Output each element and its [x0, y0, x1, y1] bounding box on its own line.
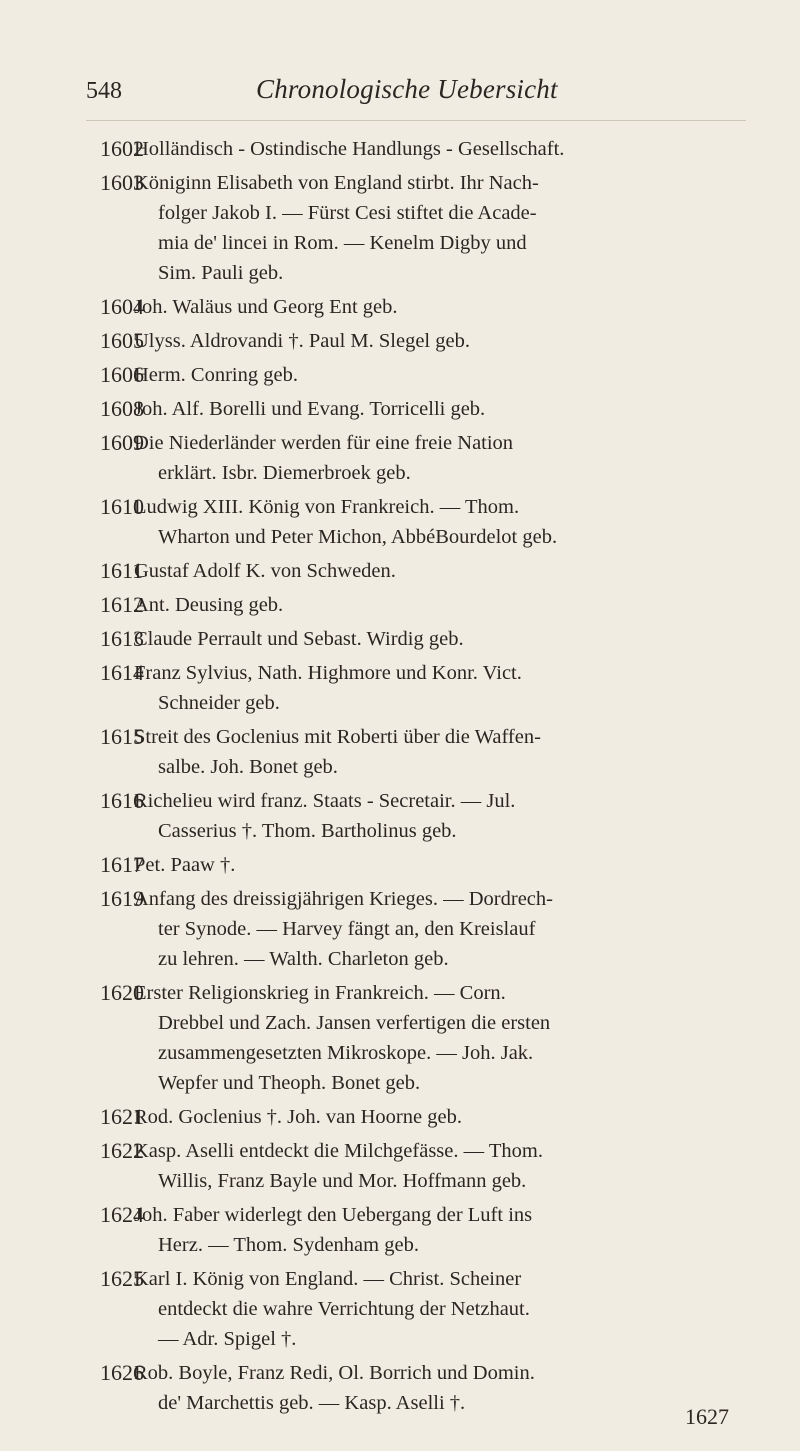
- entry-line: Karl I. König von England. — Christ. Scheiner: [134, 1268, 522, 1290]
- entry-line: Drebbel und Zach. Jansen verfertigen die ersten: [158, 1012, 551, 1034]
- entry-text: [134, 326, 774, 356]
- entry-year: 1620: [100, 980, 144, 1005]
- entry-line: Casserius †. Thom. Bartholinus geb.: [158, 820, 457, 842]
- entry-text: [134, 1358, 774, 1418]
- entry-line: Schneider geb.: [158, 692, 280, 714]
- entry-text: [134, 850, 774, 880]
- entry-year: 1616: [100, 788, 144, 813]
- entry-text: [134, 884, 774, 974]
- entry-line: Joh. Faber widerlegt den Uebergang der Luft ins: [134, 1204, 533, 1226]
- chronology-entry: [0, 1264, 800, 1354]
- entry-line: Pet. Paaw †.: [134, 854, 236, 876]
- entry-line: Königinn Elisabeth von England stirbt. Ihr Nach-: [134, 172, 539, 194]
- entry-line: entdeckt die wahre Verrichtung der Netzhaut.: [158, 1298, 530, 1320]
- chronology-entry: [0, 326, 800, 356]
- page-number: 548: [86, 78, 122, 104]
- entry-year: 1621: [100, 1104, 144, 1129]
- entry-year: 1609: [100, 430, 144, 455]
- entry-year: 1613: [100, 626, 144, 651]
- entry-text: [134, 722, 774, 782]
- entry-year: 1615: [100, 724, 144, 749]
- entry-year: 1604: [100, 294, 144, 319]
- entry-line: Ant. Deusing geb.: [134, 594, 284, 616]
- entry-year: 1617: [100, 852, 144, 877]
- entry-line: Ludwig XIII. König von Frankreich. — Thom.: [134, 496, 520, 518]
- entry-line: Herm. Conring geb.: [134, 364, 298, 386]
- entry-year: 1605: [100, 328, 144, 353]
- entry-year: 1610: [100, 494, 144, 519]
- chronology-entry: [0, 168, 800, 288]
- entry-year: 1611: [100, 558, 144, 583]
- entry-line: Holländisch - Ostindische Handlungs - Gesellschaft.: [134, 138, 565, 160]
- chronology-entry: [0, 292, 800, 322]
- entry-line: Joh. Waläus und Georg Ent geb.: [134, 296, 398, 318]
- chronology-entry: [0, 1358, 800, 1418]
- chronology-entry: [0, 428, 800, 488]
- entry-year: 1622: [100, 1138, 144, 1163]
- entry-text: [134, 556, 774, 586]
- entry-line: Anfang des dreissigjährigen Krieges. — Dordrech-: [134, 888, 553, 910]
- chronology-entry: [0, 722, 800, 782]
- entry-line: Gustaf Adolf K. von Schweden.: [134, 560, 396, 582]
- chronology-entry: [0, 360, 800, 390]
- entry-line: zu lehren. — Walth. Charleton geb.: [158, 948, 449, 970]
- entry-year: 1612: [100, 592, 144, 617]
- entry-year: 1614: [100, 660, 144, 685]
- chronology-entry: [0, 624, 800, 654]
- entry-line: Herz. — Thom. Sydenham geb.: [158, 1234, 419, 1256]
- entry-year: 1626: [100, 1360, 144, 1385]
- entry-text: [134, 624, 774, 654]
- entry-year: 1624: [100, 1202, 144, 1227]
- page-header: [86, 74, 746, 118]
- entry-line: de' Marchettis geb. — Kasp. Aselli †.: [158, 1392, 466, 1414]
- entry-line: ter Synode. — Harvey fängt an, den Kreislauf: [158, 918, 536, 940]
- entry-year: 1608: [100, 396, 144, 421]
- entry-text: [134, 428, 774, 488]
- entry-year: 1606: [100, 362, 144, 387]
- entry-line: Willis, Franz Bayle und Mor. Hoffmann geb.: [158, 1170, 527, 1192]
- entry-line: Streit des Goclenius mit Roberti über die Waffen-: [134, 726, 541, 748]
- entry-text: [134, 168, 774, 288]
- entry-text: [134, 1200, 774, 1260]
- entry-line: Richelieu wird franz. Staats - Secretair. — Jul.: [134, 790, 516, 812]
- entry-text: [134, 1102, 774, 1132]
- chronology-list: [0, 134, 800, 1422]
- entry-line: — Adr. Spigel †.: [158, 1328, 297, 1350]
- entry-line: Rob. Boyle, Franz Redi, Ol. Borrich und Domin.: [134, 1362, 535, 1384]
- entry-line: salbe. Joh. Bonet geb.: [158, 756, 338, 778]
- entry-year: 1603: [100, 170, 144, 195]
- entry-line: mia de' lincei in Rom. — Kenelm Digby und: [158, 232, 527, 254]
- chronology-entry: [0, 556, 800, 586]
- entry-line: Rod. Goclenius †. Joh. van Hoorne geb.: [134, 1106, 462, 1128]
- chronology-entry: [0, 658, 800, 718]
- entry-line: Erster Religionskrieg in Frankreich. — Corn.: [134, 982, 506, 1004]
- chronology-entry: [0, 850, 800, 880]
- entry-text: [134, 1136, 774, 1196]
- entry-text: [134, 658, 774, 718]
- entry-text: [134, 360, 774, 390]
- entry-line: Die Niederländer werden für eine freie Nation: [134, 432, 514, 454]
- chronology-entry: [0, 884, 800, 974]
- chronology-entry: [0, 978, 800, 1098]
- entry-year: 1625: [100, 1266, 144, 1291]
- entry-line: zusammengesetzten Mikroskope. — Joh. Jak.: [158, 1042, 534, 1064]
- chronology-entry: [0, 1136, 800, 1196]
- entry-line: Claude Perrault und Sebast. Wirdig geb.: [134, 628, 464, 650]
- entry-text: [134, 978, 774, 1098]
- entry-text: [134, 292, 774, 322]
- entry-line: folger Jakob I. — Fürst Cesi stiftet die Acade-: [158, 202, 537, 224]
- running-head: Chronologische Uebersicht: [256, 74, 558, 104]
- chronology-entry: [0, 786, 800, 846]
- chronology-entry: [0, 394, 800, 424]
- header-rule: [86, 120, 746, 121]
- entry-line: erklärt. Isbr. Diemerbroek geb.: [158, 462, 411, 484]
- chronology-entry: [0, 1200, 800, 1260]
- entry-line: Kasp. Aselli entdeckt die Milchgefässe. — Thom.: [134, 1140, 543, 1162]
- entry-line: Franz Sylvius, Nath. Highmore und Konr. Vict.: [134, 662, 522, 684]
- entry-text: [134, 394, 774, 424]
- entry-line: Wharton und Peter Michon, AbbéBourdelot geb.: [158, 526, 558, 548]
- entry-line: Ulyss. Aldrovandi †. Paul M. Slegel geb.: [134, 330, 470, 352]
- entry-year: 1602: [100, 136, 144, 161]
- catchword: 1627: [685, 1404, 729, 1429]
- entry-year: 1619: [100, 886, 144, 911]
- chronology-entry: [0, 1102, 800, 1132]
- entry-line: Joh. Alf. Borelli und Evang. Torricelli geb.: [134, 398, 486, 420]
- entry-text: [134, 1264, 774, 1354]
- entry-text: [134, 786, 774, 846]
- chronology-entry: [0, 590, 800, 620]
- entry-text: [134, 492, 774, 552]
- entry-text: [134, 134, 774, 164]
- chronology-entry: [0, 134, 800, 164]
- chronology-entry: [0, 492, 800, 552]
- entry-line: Sim. Pauli geb.: [158, 262, 284, 284]
- entry-line: Wepfer und Theoph. Bonet geb.: [158, 1072, 421, 1094]
- entry-text: [134, 590, 774, 620]
